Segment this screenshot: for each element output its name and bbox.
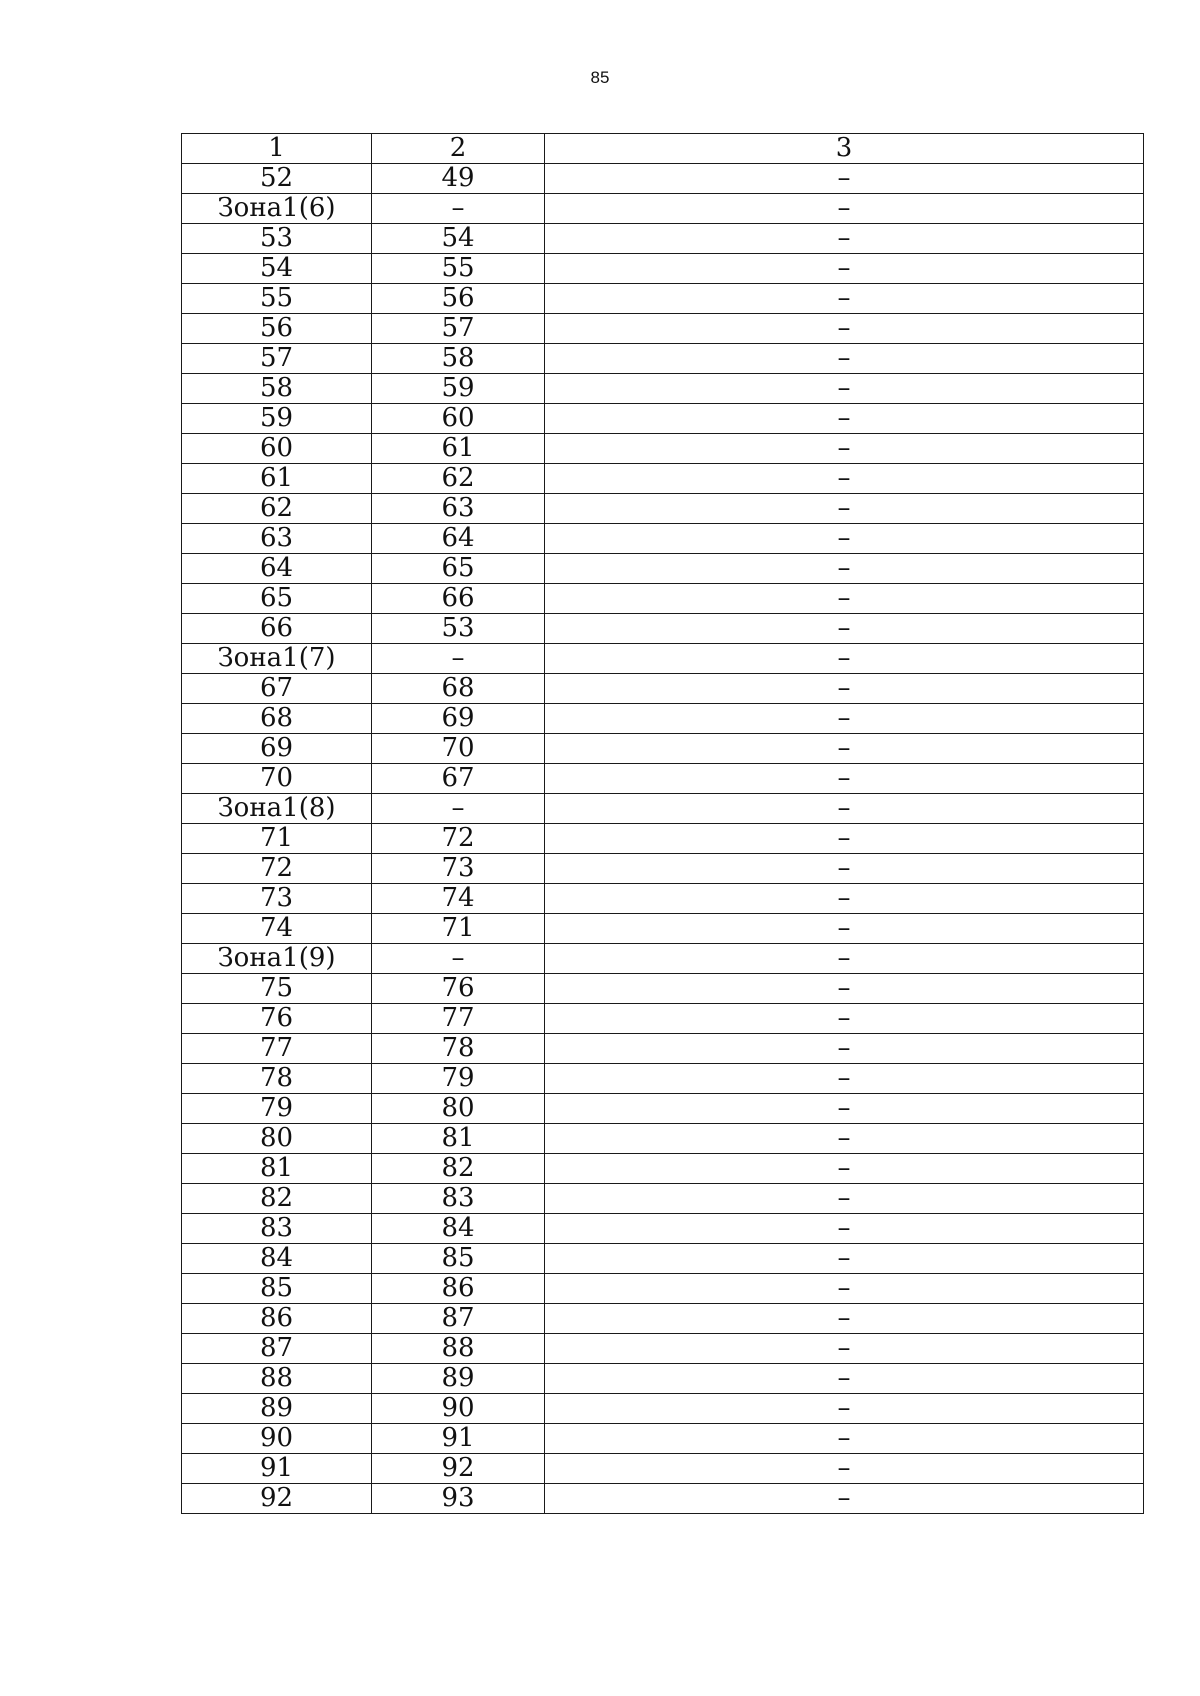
table-cell-col1: 61 [182,464,372,494]
table-cell-col3: – [545,1364,1144,1394]
data-table [181,133,1144,1514]
table-cell-col2: 55 [372,254,545,284]
table-cell-col1: 67 [182,674,372,704]
table-cell-col3: – [545,1424,1144,1454]
table-cell-col2: 78 [372,1034,545,1064]
table-cell-col2: 82 [372,1154,545,1184]
table-cell-col2: 92 [372,1454,545,1484]
table-row [182,1364,1144,1394]
table-row [182,824,1144,854]
table-cell-col2: 49 [372,164,545,194]
table-cell-col1: 64 [182,554,372,584]
table-cell-col2: 73 [372,854,545,884]
table-row [182,584,1144,614]
table-row [182,884,1144,914]
table-cell-col2: 67 [372,764,545,794]
table-cell-col2: 68 [372,674,545,704]
table-cell-col3: – [545,494,1144,524]
table-cell-col1: 54 [182,254,372,284]
table-cell-col3: – [545,704,1144,734]
table-cell-col3: – [545,434,1144,464]
table-cell-col1: 55 [182,284,372,314]
table-cell-col1: 59 [182,404,372,434]
table-row [182,464,1144,494]
table-cell-col3: – [545,854,1144,884]
table-cell-col1: 53 [182,224,372,254]
table-row [182,494,1144,524]
table-cell-col1: Зона1(8) [182,794,372,824]
table-cell-col1: 73 [182,884,372,914]
table-cell-col1: 57 [182,344,372,374]
table-cell-col2: – [372,644,545,674]
table-cell-col1: 90 [182,1424,372,1454]
table-row [182,1424,1144,1454]
table-cell-col2: 74 [372,884,545,914]
table-row [182,284,1144,314]
table-cell-col3: – [545,1004,1144,1034]
table-cell-col2: 81 [372,1124,545,1154]
table-cell-col3: – [545,974,1144,1004]
table-cell-col1: 75 [182,974,372,1004]
table-cell-col1: 52 [182,164,372,194]
table-cell-col1: 58 [182,374,372,404]
table-cell-col2: 79 [372,1064,545,1094]
table-row [182,914,1144,944]
table-row [182,314,1144,344]
table-row [182,974,1144,1004]
table-cell-col1: 56 [182,314,372,344]
table-cell-col3: – [545,1454,1144,1484]
table-row [182,164,1144,194]
table-cell-col2: 63 [372,494,545,524]
table-cell-col2: 58 [372,344,545,374]
table-cell-col1: 83 [182,1214,372,1244]
table-row [182,224,1144,254]
table-cell-col3: – [545,524,1144,554]
table-cell-col1: 63 [182,524,372,554]
table-cell-col2: 70 [372,734,545,764]
table-row [182,734,1144,764]
table-cell-col2: 71 [372,914,545,944]
table-cell-col1: 84 [182,1244,372,1274]
table-row [182,1274,1144,1304]
table-cell-col3: – [545,1304,1144,1334]
table-row [182,944,1144,974]
table-cell-col3: – [545,374,1144,404]
table-cell-col1: 78 [182,1064,372,1094]
table-cell-col1: Зона1(9) [182,944,372,974]
table-cell-col2: 87 [372,1304,545,1334]
table-cell-col2: 76 [372,974,545,1004]
table-row [182,1184,1144,1214]
table-cell-col2: 54 [372,224,545,254]
table-cell-col1: 82 [182,1184,372,1214]
table-cell-col2: 53 [372,614,545,644]
table-cell-col3: – [545,1274,1144,1304]
table-cell-col1: 79 [182,1094,372,1124]
table-cell-col3: – [545,254,1144,284]
table-cell-col2: 84 [372,1214,545,1244]
table-cell-col2: 90 [372,1394,545,1424]
table-cell-col2: – [372,794,545,824]
table-cell-col1: 88 [182,1364,372,1394]
table-cell-col1: 70 [182,764,372,794]
table-cell-col3: – [545,674,1144,704]
table-row [182,1304,1144,1334]
table-cell-col2: 60 [372,404,545,434]
table-cell-col3: – [545,794,1144,824]
table-row [182,344,1144,374]
column-header-2: 2 [372,134,545,164]
table-cell-col3: – [545,1094,1144,1124]
table-row [182,704,1144,734]
table-cell-col2: 88 [372,1334,545,1364]
table-row [182,644,1144,674]
table-cell-col2: 65 [372,554,545,584]
table-cell-col2: 86 [372,1274,545,1304]
table-cell-col2: – [372,194,545,224]
table-cell-col3: – [545,764,1144,794]
table-cell-col2: 69 [372,704,545,734]
table-row [182,434,1144,464]
table-cell-col2: 59 [372,374,545,404]
table-cell-col1: 66 [182,614,372,644]
table-row [182,1244,1144,1274]
table-row [182,794,1144,824]
table-cell-col1: Зона1(6) [182,194,372,224]
table-row [182,254,1144,284]
table-row [182,1064,1144,1094]
table-cell-col3: – [545,344,1144,374]
table-cell-col1: 91 [182,1454,372,1484]
table-cell-col3: – [545,734,1144,764]
table-cell-col3: – [545,884,1144,914]
table-cell-col3: – [545,1034,1144,1064]
table-cell-col3: – [545,194,1144,224]
table-cell-col1: 81 [182,1154,372,1184]
table-cell-col3: – [545,944,1144,974]
table-cell-col1: 86 [182,1304,372,1334]
column-header-1: 1 [182,134,372,164]
table-cell-col2: 56 [372,284,545,314]
table-cell-col2: 83 [372,1184,545,1214]
table-cell-col3: – [545,584,1144,614]
table-cell-col3: – [545,314,1144,344]
table-row [182,674,1144,704]
table-cell-col2: 91 [372,1424,545,1454]
table-cell-col3: – [545,1214,1144,1244]
table-cell-col3: – [545,824,1144,854]
table-cell-col2: 72 [372,824,545,854]
table-cell-col3: – [545,644,1144,674]
table-cell-col3: – [545,284,1144,314]
table-cell-col1: 68 [182,704,372,734]
table-cell-col3: – [545,1124,1144,1154]
table-cell-col1: 77 [182,1034,372,1064]
table-row [182,1004,1144,1034]
table-cell-col1: 89 [182,1394,372,1424]
table-cell-col3: – [545,1244,1144,1274]
table-row [182,554,1144,584]
table-cell-col3: – [545,404,1144,434]
table-cell-col1: 71 [182,824,372,854]
column-header-3: 3 [545,134,1144,164]
table-row [182,1094,1144,1124]
table-cell-col1: 69 [182,734,372,764]
table-cell-col1: 60 [182,434,372,464]
table-cell-col2: – [372,944,545,974]
table-cell-col1: 80 [182,1124,372,1154]
table-body [182,134,1144,1514]
table-cell-col3: – [545,614,1144,644]
table-row [182,614,1144,644]
table-row [182,1034,1144,1064]
table-row [182,404,1144,434]
table-row [182,524,1144,554]
table-cell-col1: 74 [182,914,372,944]
table-row [182,1214,1144,1244]
table-cell-col2: 57 [372,314,545,344]
table-row [182,1154,1144,1184]
table-cell-col3: – [545,164,1144,194]
table-cell-col3: – [545,914,1144,944]
table-row [182,1484,1144,1514]
table-cell-col2: 85 [372,1244,545,1274]
table-row [182,764,1144,794]
table-row [182,374,1144,404]
table-row [182,194,1144,224]
table-cell-col3: – [545,464,1144,494]
table-cell-col2: 77 [372,1004,545,1034]
table-header-row [182,134,1144,164]
table-cell-col3: – [545,1184,1144,1214]
page-number: 85 [590,68,610,87]
table-cell-col3: – [545,1154,1144,1184]
table-row [182,1454,1144,1484]
table-cell-col2: 89 [372,1364,545,1394]
table-cell-col1: 85 [182,1274,372,1304]
table-row [182,1124,1144,1154]
table-cell-col1: 65 [182,584,372,614]
table-cell-col2: 64 [372,524,545,554]
table-row [182,854,1144,884]
table-cell-col1: 92 [182,1484,372,1514]
table-cell-col3: – [545,554,1144,584]
table-cell-col2: 66 [372,584,545,614]
table-cell-col2: 80 [372,1094,545,1124]
table-cell-col1: 72 [182,854,372,884]
table-cell-col1: 87 [182,1334,372,1364]
table-row [182,1394,1144,1424]
table-cell-col3: – [545,1394,1144,1424]
table-cell-col1: 62 [182,494,372,524]
table-cell-col1: 76 [182,1004,372,1034]
table-cell-col2: 93 [372,1484,545,1514]
table-row [182,1334,1144,1364]
table-cell-col3: – [545,1334,1144,1364]
table-cell-col3: – [545,1064,1144,1094]
table-cell-col2: 62 [372,464,545,494]
table-cell-col2: 61 [372,434,545,464]
table-cell-col3: – [545,224,1144,254]
table-cell-col1: Зона1(7) [182,644,372,674]
table-cell-col3: – [545,1484,1144,1514]
